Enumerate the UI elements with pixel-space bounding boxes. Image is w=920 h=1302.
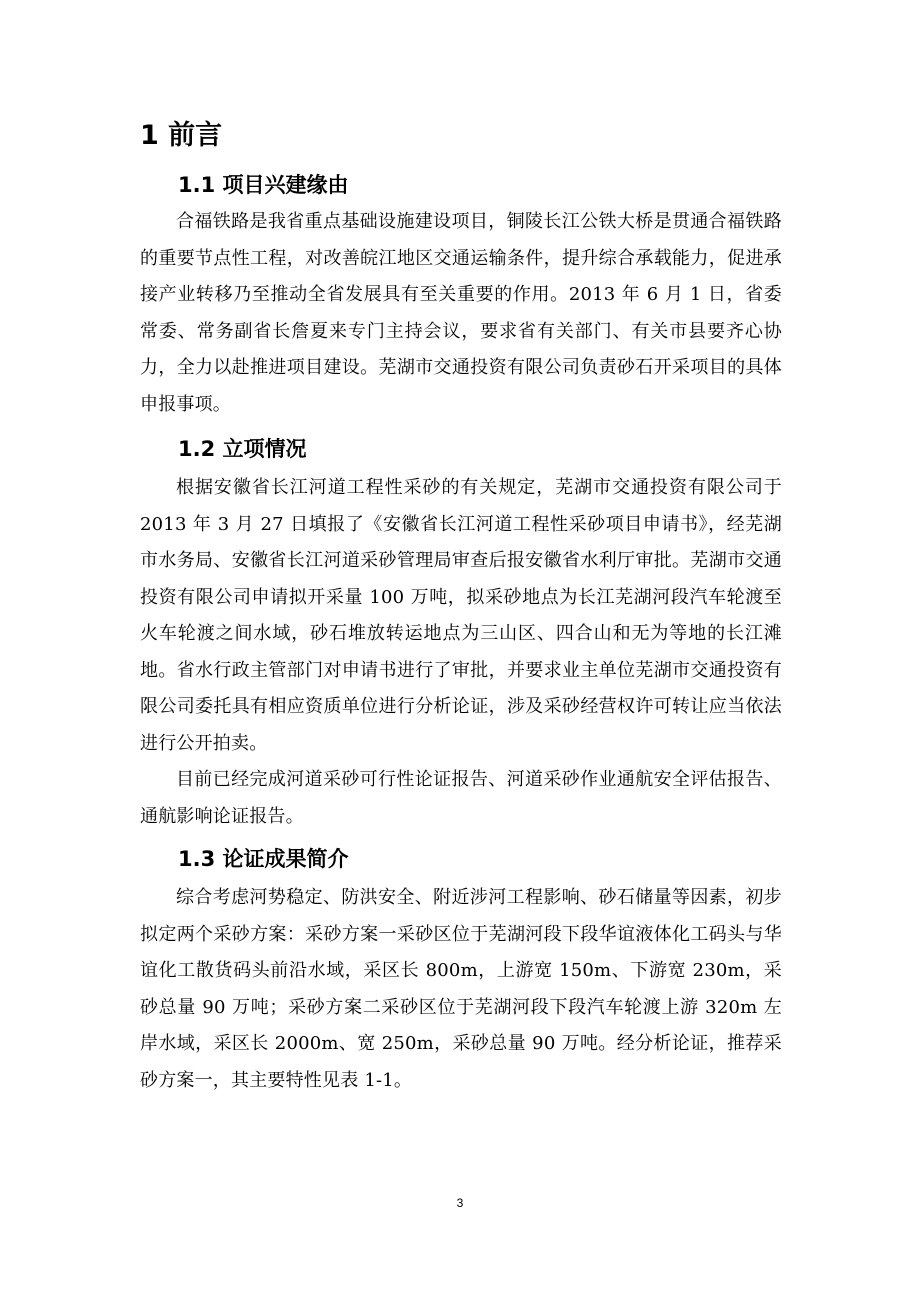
section-1-1-paragraph: 合福铁路是我省重点基础设施建设项目，铜陵长江公铁大桥是贯通合福铁路的重要节点性工程，对改善皖江地区交通运输条件，提升综合承载能力，促进承接产业转移乃至推动全省发展具有至关重要的作用。2013 年 6 月 1 日，省委常委、常务副省长詹夏来专门主持会议，要求省有关部门、有关市县要齐心协力，全力以赴推进项目建设。芜湖市交通投资有限公司负责砂石开采项目的具体申报事项。 [140, 211, 782, 415]
page-number: 3 [456, 1196, 464, 1210]
section-1-3-paragraph: 综合考虑河势稳定、防洪安全、附近涉河工程影响、砂石储量等因素，初步拟定两个采砂方案：采砂方案一采砂区位于芜湖河段下段华谊液体化工码头与华谊化工散货码头前沿水域，采区长 800m，上游宽 150m、下游宽 230m，采砂总量 90 万吨；采砂方案二采砂区位于芜湖河段下段汽车轮渡上游 320m 左岸水域，采区长 2000m、宽 250m，采砂总量 90 万吨。经分析论证，推荐采砂方案一，其主要特性见表 1-1。 [140, 887, 782, 1091]
chapter-title: 1 前言 [140, 120, 223, 151]
section-heading-1-1: 1.1 项目兴建缘由 [178, 173, 349, 197]
section-heading-1-3: 1.3 论证成果简介 [178, 847, 349, 871]
section-1-2-paragraph-2: 目前已经完成河道采砂可行性论证报告、河道采砂作业通航安全评估报告、通航影响论证报告。 [140, 769, 782, 827]
section-1-2-paragraph-1: 根据安徽省长江河道工程性采砂的有关规定，芜湖市交通投资有限公司于 2013 年 3 月 27 日填报了《安徽省长江河道工程性采砂项目申请书》，经芜湖市水务局、安徽省长江河道采砂管理局审查后报安徽省水利厅审批。芜湖市交通投资有限公司申请拟开采量 100 万吨，拟采砂地点为长江芜湖河段汽车轮渡至火车轮渡之间水域，砂石堆放转运地点为三山区、四合山和无为等地的长江滩地。省水行政主管部门对申请书进行了审批，并要求业主单位芜湖市交通投资有限公司委托具有相应资质单位进行分析论证，涉及采砂经营权许可转让应当依法进行公开拍卖。 [140, 477, 782, 754]
section-heading-1-2: 1.2 立项情况 [178, 437, 307, 461]
